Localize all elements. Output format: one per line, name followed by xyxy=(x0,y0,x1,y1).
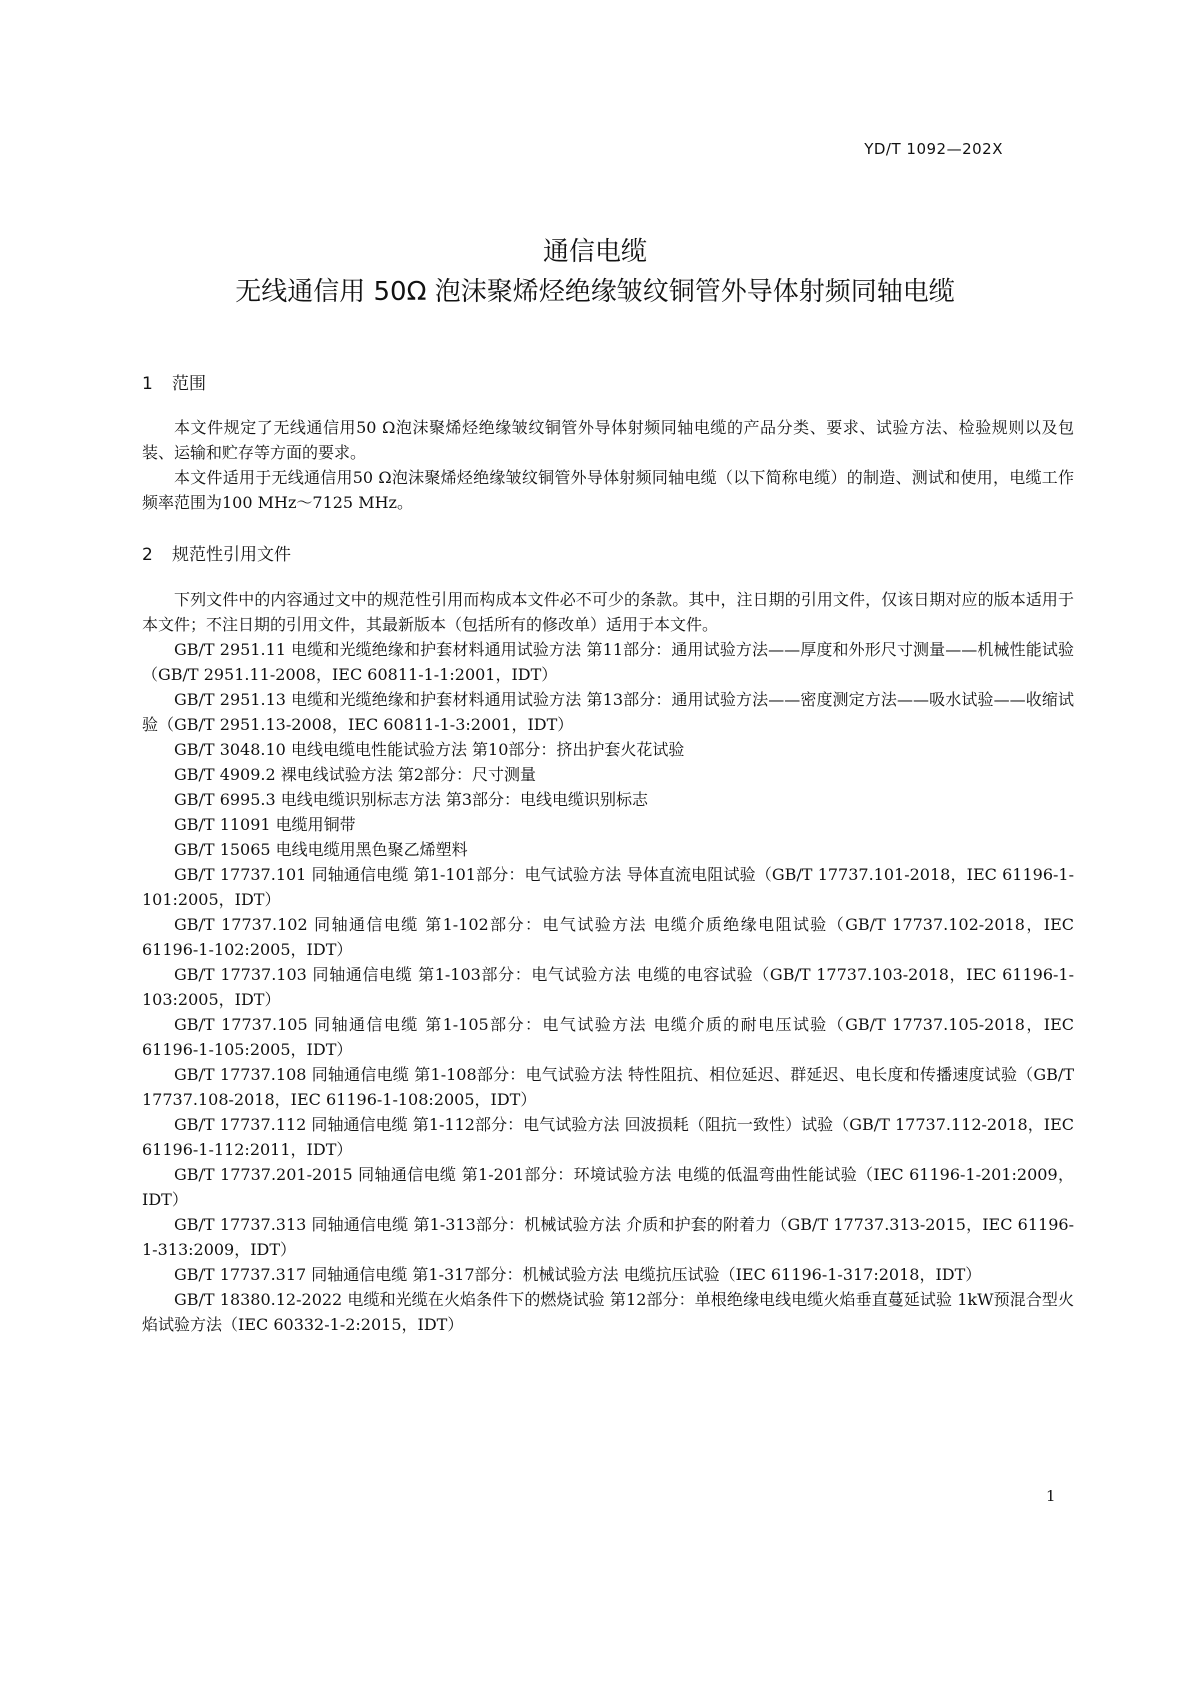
title-line-1: 通信电缆 xyxy=(542,237,647,267)
reference-item: GB/T 2951.11 电缆和光缆绝缘和护套材料通用试验方法 第11部分：通用试验方法——厚度和外形尺寸测量——机械性能试验（GB/T 2951.11-2008，IEC 60811-1-1:2001，IDT） xyxy=(142,640,1074,684)
title-line-2: 无线通信用 50Ω 泡沫聚烯烃绝缘皱纹铜管外导体射频同轴电缆 xyxy=(235,277,955,307)
reference-item: GB/T 2951.13 电缆和光缆绝缘和护套材料通用试验方法 第13部分：通用试验方法——密度测定方法——吸水试验——收缩试验（GB/T 2951.13-2008，IEC 60811-1-3:2001，IDT） xyxy=(142,690,1074,734)
reference-item: GB/T 17737.101 同轴通信电缆 第1-101部分：电气试验方法 导体直流电阻试验（GB/T 17737.101-2018，IEC 61196-1-101:2005，IDT） xyxy=(142,865,1074,909)
section-1-heading xyxy=(142,369,206,394)
section-2-heading xyxy=(142,540,291,565)
section-1-number: 1 xyxy=(142,374,153,394)
reference-item: GB/T 17737.313 同轴通信电缆 第1-313部分：机械试验方法 介质和护套的附着力（GB/T 17737.313-2015，IEC 61196-1-313:2009，IDT） xyxy=(142,1215,1074,1259)
reference-item: GB/T 11091 电缆用铜带 xyxy=(174,815,356,834)
reference-item: GB/T 17737.317 同轴通信电缆 第1-317部分：机械试验方法 电缆抗压试验（IEC 61196-1-317:2018，IDT） xyxy=(174,1265,982,1284)
reference-item: GB/T 17737.108 同轴通信电缆 第1-108部分：电气试验方法 特性阻抗、相位延迟、群延迟、电长度和传播速度试验（GB/T 17737.108-2018，IEC 61196-1-108:2005，IDT） xyxy=(142,1065,1074,1109)
reference-item: GB/T 17737.102 同轴通信电缆 第1-102部分：电气试验方法 电缆介质绝缘电阻试验（GB/T 17737.102-2018，IEC 61196-1-102:2005，IDT） xyxy=(142,915,1074,959)
page-number: 1 xyxy=(1046,1487,1056,1505)
reference-item: GB/T 17737.103 同轴通信电缆 第1-103部分：电气试验方法 电缆的电容试验（GB/T 17737.103-2018，IEC 61196-1-103:2005，IDT） xyxy=(142,965,1074,1009)
document-title xyxy=(0,232,1190,312)
section-2-body xyxy=(142,587,1074,1337)
reference-item: GB/T 17737.105 同轴通信电缆 第1-105部分：电气试验方法 电缆介质的耐电压试验（GB/T 17737.105-2018，IEC 61196-1-105:2005，IDT） xyxy=(142,1015,1074,1059)
reference-item: GB/T 4909.2 裸电线试验方法 第2部分：尺寸测量 xyxy=(174,765,537,784)
reference-item: GB/T 6995.3 电线电缆识别标志方法 第3部分：电线电缆识别标志 xyxy=(174,790,649,809)
section-1-body xyxy=(142,415,1074,515)
reference-item: GB/T 3048.10 电线电缆电性能试验方法 第10部分：挤出护套火花试验 xyxy=(174,740,685,759)
scope-paragraph-2: 本文件适用于无线通信用50 Ω泡沫聚烯烃绝缘皱纹铜管外导体射频同轴电缆（以下简称电缆）的制造、测试和使用，电缆工作频率范围为100 MHz～7125 MHz。 xyxy=(142,468,1074,512)
reference-item: GB/T 17737.112 同轴通信电缆 第1-112部分：电气试验方法 回波损耗（阻抗一致性）试验（GB/T 17737.112-2018，IEC 61196-1-112:2011，IDT） xyxy=(142,1115,1074,1159)
section-1-title: 范围 xyxy=(172,374,206,394)
section-2-number: 2 xyxy=(142,545,153,565)
scope-paragraph-1: 本文件规定了无线通信用50 Ω泡沫聚烯烃绝缘皱纹铜管外导体射频同轴电缆的产品分类、要求、试验方法、检验规则以及包装、运输和贮存等方面的要求。 xyxy=(142,418,1074,462)
reference-item: GB/T 15065 电线电缆用黑色聚乙烯塑料 xyxy=(174,840,468,859)
references-intro: 下列文件中的内容通过文中的规范性引用而构成本文件必不可少的条款。其中，注日期的引用文件，仅该日期对应的版本适用于本文件；不注日期的引用文件，其最新版本（包括所有的修改单）适用于本文件。 xyxy=(142,590,1074,634)
reference-item: GB/T 17737.201-2015 同轴通信电缆 第1-201部分：环境试验方法 电缆的低温弯曲性能试验（IEC 61196-1-201:2009，IDT） xyxy=(142,1165,1074,1209)
reference-item: GB/T 18380.12-2022 电缆和光缆在火焰条件下的燃烧试验 第12部分：单根绝缘电线电缆火焰垂直蔓延试验 1kW预混合型火焰试验方法（IEC 60332-1-2:2015，IDT） xyxy=(142,1290,1074,1334)
standard-code: YD/T 1092—202X xyxy=(864,140,1003,158)
section-2-title: 规范性引用文件 xyxy=(172,545,291,565)
